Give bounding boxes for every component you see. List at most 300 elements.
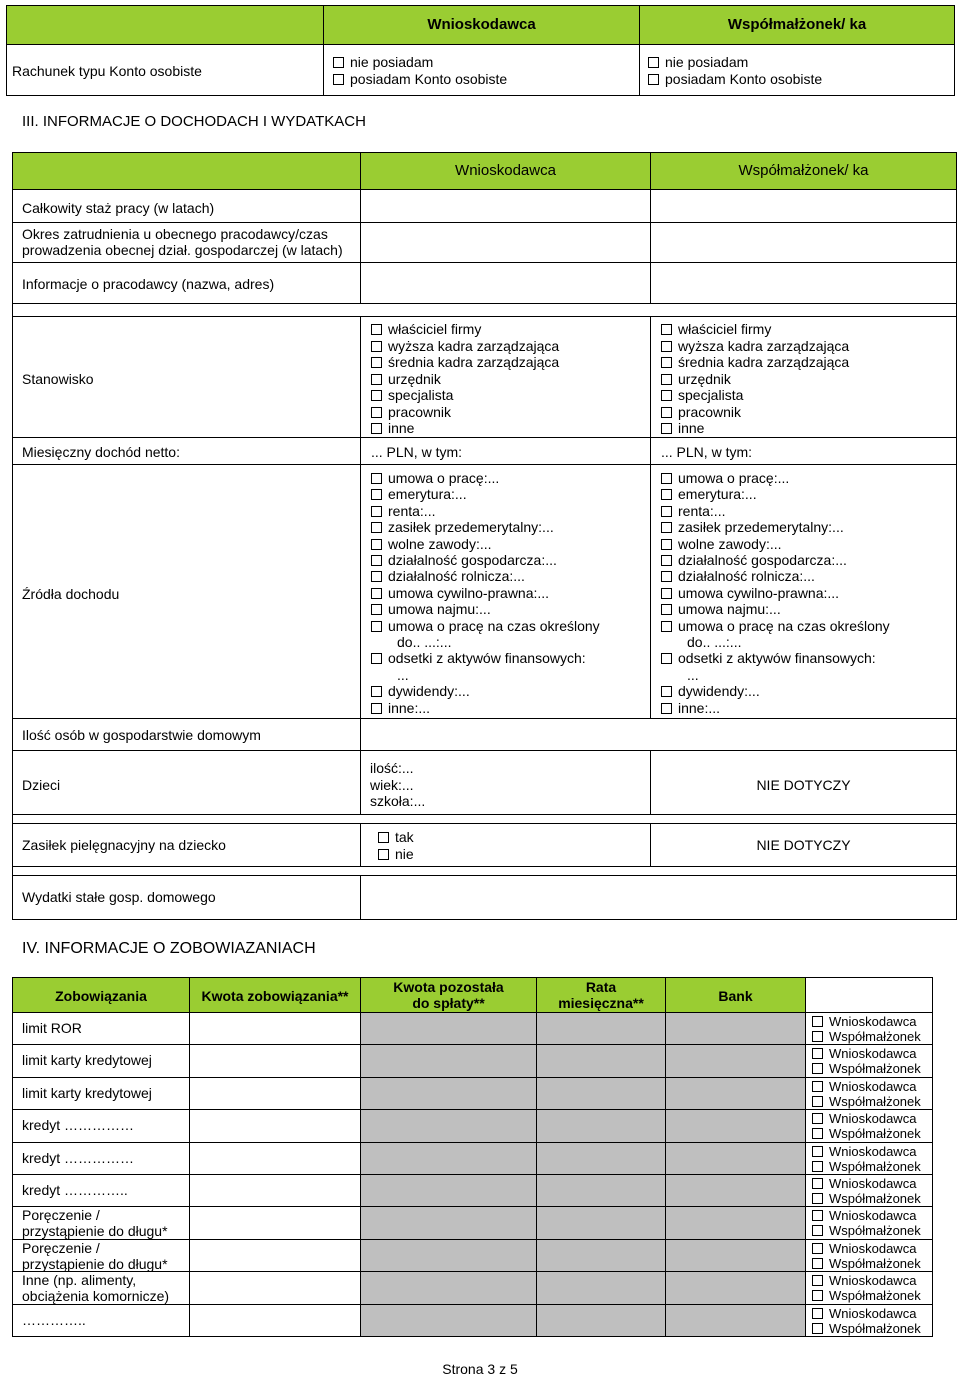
household-label-cell bbox=[12, 718, 361, 751]
monthly-income-applicant-value: ... PLN, w tym: bbox=[371, 444, 463, 460]
household-field[interactable] bbox=[360, 718, 957, 751]
obligation-remaining-field[interactable] bbox=[360, 1012, 537, 1045]
obligation-installment-field[interactable] bbox=[536, 1077, 666, 1110]
obligation-owner-option[interactable] bbox=[812, 1241, 921, 1256]
obligation-owner-option[interactable] bbox=[812, 1256, 921, 1271]
employment-period-spouse-field[interactable] bbox=[650, 222, 957, 263]
account-applicant-options bbox=[323, 44, 640, 96]
obligation-owner-option-label: Współmałżonek bbox=[829, 1029, 921, 1044]
income-source-option[interactable] bbox=[371, 486, 643, 502]
obligation-name-cell bbox=[12, 1077, 190, 1110]
income-source-option[interactable] bbox=[371, 585, 643, 601]
obligation-installment-field[interactable] bbox=[536, 1239, 666, 1272]
obligation-owner-cell bbox=[805, 1142, 933, 1175]
income-source-option-label: dywidendy:... bbox=[678, 683, 760, 700]
fixed-expenses-field[interactable] bbox=[360, 875, 957, 920]
income-source-option-label: renta:... bbox=[678, 502, 726, 519]
income-sources-applicant bbox=[360, 464, 651, 719]
income-source-option[interactable] bbox=[661, 470, 947, 486]
income-source-option-label: działalność gospodarcza:... bbox=[388, 552, 557, 569]
position-option-label: pracownik bbox=[388, 403, 452, 420]
obligation-bank-field[interactable] bbox=[665, 1304, 806, 1337]
checkbox[interactable] bbox=[812, 1275, 823, 1286]
checkbox[interactable] bbox=[371, 571, 382, 582]
obligation-owner-option[interactable] bbox=[812, 1126, 921, 1141]
obligation-owner-cell bbox=[805, 1012, 933, 1045]
income-header-corner bbox=[12, 152, 361, 190]
obligation-bank-field[interactable] bbox=[665, 1239, 806, 1272]
income-source-option[interactable] bbox=[661, 536, 947, 552]
obligation-owner-option[interactable] bbox=[812, 1111, 921, 1126]
income-source-option[interactable] bbox=[371, 683, 643, 699]
obligations-remaining-label-1: Kwota pozostała bbox=[393, 979, 504, 995]
checkbox[interactable] bbox=[812, 1096, 823, 1107]
obligation-owner-option-label: Współmałżonek bbox=[829, 1126, 921, 1141]
children-field[interactable]: wiek:... bbox=[370, 776, 414, 793]
obligation-owner-option-label: Współmałżonek bbox=[829, 1159, 921, 1174]
position-option-label: specjalista bbox=[678, 387, 744, 403]
account-spouse-option[interactable]: nie posiadam bbox=[648, 54, 822, 71]
checkbox[interactable] bbox=[812, 1225, 823, 1236]
checkbox[interactable] bbox=[371, 555, 382, 566]
obligation-amount-field[interactable] bbox=[189, 1044, 361, 1078]
obligation-bank-field[interactable] bbox=[665, 1142, 806, 1175]
checkbox[interactable] bbox=[661, 390, 672, 401]
employment-period-applicant-field[interactable] bbox=[360, 222, 651, 263]
income-source-option-label: wolne zawody:... bbox=[678, 535, 782, 552]
checkbox[interactable] bbox=[661, 407, 672, 418]
checkbox[interactable] bbox=[812, 1161, 823, 1172]
income-source-option-label: umowa o pracę:... bbox=[388, 470, 500, 486]
checkbox[interactable] bbox=[812, 1031, 823, 1042]
income-source-option-label: emerytura:... bbox=[388, 486, 467, 503]
experience-label: Całkowity staż pracy (w latach) bbox=[22, 200, 215, 216]
account-spouse-option[interactable]: posiadam Konto osobiste bbox=[648, 71, 822, 88]
obligation-remaining-field[interactable] bbox=[360, 1077, 537, 1110]
checkbox[interactable] bbox=[661, 341, 672, 352]
income-source-option-label: inne:... bbox=[678, 699, 721, 716]
fixed-expenses-label-cell bbox=[12, 875, 361, 920]
obligation-owner-cell bbox=[805, 1239, 933, 1272]
checkbox[interactable] bbox=[333, 57, 344, 68]
checkbox[interactable] bbox=[661, 324, 672, 335]
obligation-name-label: kredyt …………… bbox=[22, 1150, 135, 1166]
obligation-owner-option-label: Wnioskodawca bbox=[829, 1241, 917, 1256]
checkbox[interactable] bbox=[371, 390, 382, 401]
children-spouse bbox=[650, 750, 957, 815]
account-row-label: Rachunek typu Konto osobiste bbox=[12, 63, 202, 79]
position-option[interactable] bbox=[371, 338, 559, 355]
checkbox[interactable] bbox=[371, 588, 382, 599]
employer-info-label-cell bbox=[12, 262, 361, 304]
children-field[interactable]: szkoła:... bbox=[370, 793, 426, 809]
obligation-bank-field[interactable] bbox=[665, 1012, 806, 1045]
account-col-applicant bbox=[323, 5, 640, 45]
income-source-option[interactable] bbox=[371, 618, 643, 634]
checkbox[interactable] bbox=[812, 1178, 823, 1189]
income-source-option[interactable] bbox=[661, 568, 947, 584]
position-option-label: właściciel firmy bbox=[388, 321, 482, 337]
checkbox[interactable] bbox=[812, 1258, 823, 1269]
checkbox[interactable] bbox=[812, 1016, 823, 1027]
position-label: Stanowisko bbox=[22, 371, 94, 387]
obligation-installment-field[interactable] bbox=[536, 1271, 666, 1305]
children-field[interactable]: ilość:... bbox=[370, 760, 414, 776]
monthly-income-label: Miesięczny dochód netto: bbox=[22, 444, 180, 460]
obligation-name-label: Inne (np. alimenty, bbox=[22, 1272, 137, 1288]
position-option-label: właściciel firmy bbox=[678, 321, 772, 337]
position-option[interactable] bbox=[371, 321, 559, 338]
checkbox[interactable] bbox=[371, 489, 382, 500]
employer-info-spouse-field[interactable] bbox=[650, 262, 957, 304]
income-source-option-label: do.. ...:... bbox=[397, 634, 452, 651]
position-option-label: urzędnik bbox=[678, 370, 731, 387]
obligation-remaining-field[interactable] bbox=[360, 1142, 537, 1175]
position-option[interactable] bbox=[371, 354, 559, 371]
checkbox[interactable] bbox=[378, 832, 389, 843]
checkbox[interactable] bbox=[371, 374, 382, 385]
employer-info-label: Informacje o pracodawcy (nazwa, adres) bbox=[22, 276, 275, 292]
obligations-header-label: Zobowiązania bbox=[55, 988, 147, 1004]
position-option[interactable] bbox=[661, 354, 849, 371]
account-spouse-options bbox=[639, 44, 955, 96]
obligations-header-remaining bbox=[360, 977, 537, 1013]
income-source-option-label: dywidendy:... bbox=[388, 683, 470, 700]
obligation-installment-field[interactable] bbox=[536, 1206, 666, 1240]
obligation-owner-option[interactable] bbox=[812, 1191, 921, 1206]
income-source-option[interactable] bbox=[371, 700, 643, 716]
obligation-owner-option[interactable] bbox=[812, 1144, 921, 1159]
income-source-option[interactable] bbox=[371, 536, 643, 552]
income-source-option[interactable] bbox=[371, 650, 643, 666]
income-source-option-label: odsetki z aktywów finansowych: bbox=[678, 650, 876, 667]
obligation-owner-option-label: Współmałżonek bbox=[829, 1191, 921, 1206]
checkbox[interactable] bbox=[661, 489, 672, 500]
checkbox[interactable] bbox=[371, 703, 382, 714]
checkbox[interactable] bbox=[378, 849, 389, 860]
checkbox[interactable] bbox=[812, 1113, 823, 1124]
checkbox[interactable] bbox=[648, 57, 659, 68]
income-source-option-label: ... bbox=[397, 666, 409, 683]
experience-spouse-field[interactable] bbox=[650, 189, 957, 223]
obligation-owner-option[interactable] bbox=[812, 1029, 921, 1044]
income-source-option[interactable] bbox=[661, 585, 947, 601]
position-option-label: wyższa kadra zarządzająca bbox=[678, 337, 850, 354]
obligation-amount-field[interactable] bbox=[189, 1271, 361, 1305]
income-source-option[interactable] bbox=[661, 700, 947, 716]
checkbox[interactable] bbox=[661, 555, 672, 566]
income-col-spouse bbox=[650, 152, 957, 190]
checkbox[interactable] bbox=[812, 1308, 823, 1319]
employment-period-label-cell bbox=[12, 222, 361, 263]
checkbox[interactable] bbox=[371, 357, 382, 368]
income-source-option-label: działalność gospodarcza:... bbox=[678, 552, 847, 569]
income-source-option[interactable] bbox=[661, 683, 947, 699]
income-source-option[interactable] bbox=[371, 601, 643, 617]
position-option[interactable] bbox=[661, 404, 849, 421]
income-sources-spouse bbox=[650, 464, 957, 719]
obligation-bank-field[interactable] bbox=[665, 1044, 806, 1078]
checkbox[interactable] bbox=[812, 1063, 823, 1074]
checkbox[interactable] bbox=[371, 621, 382, 632]
obligation-owner-option[interactable] bbox=[812, 1176, 921, 1191]
account-row-label-cell bbox=[6, 44, 324, 96]
checkbox[interactable] bbox=[661, 588, 672, 599]
checkbox[interactable] bbox=[812, 1081, 823, 1092]
income-source-option-label: działalność rolnicza:... bbox=[678, 568, 815, 585]
obligation-bank-field[interactable] bbox=[665, 1174, 806, 1207]
income-sources-label: Źródła dochodu bbox=[22, 586, 120, 602]
checkbox[interactable] bbox=[371, 407, 382, 418]
obligation-name-cell bbox=[12, 1174, 190, 1207]
account-applicant-option[interactable]: posiadam Konto osobiste bbox=[333, 71, 507, 88]
checkbox[interactable] bbox=[661, 703, 672, 714]
obligation-name-label: obciążenia komornicze) bbox=[22, 1288, 170, 1304]
income-source-option-label: zasiłek przedemerytalny:... bbox=[388, 519, 554, 536]
checkbox[interactable] bbox=[371, 539, 382, 550]
fixed-expenses-label: Wydatki stałe gosp. domowego bbox=[22, 889, 216, 905]
income-source-option[interactable] bbox=[661, 650, 947, 666]
checkbox[interactable] bbox=[812, 1193, 823, 1204]
obligation-owner-option[interactable] bbox=[812, 1208, 921, 1223]
obligation-name-cell bbox=[12, 1304, 190, 1337]
obligation-owner-cell bbox=[805, 1304, 933, 1337]
obligations-header-installment bbox=[536, 977, 666, 1013]
position-option-label: specjalista bbox=[388, 387, 454, 403]
checkbox[interactable] bbox=[371, 473, 382, 484]
checkbox[interactable] bbox=[661, 374, 672, 385]
obligation-owner-option-label: Wnioskodawca bbox=[829, 1079, 917, 1094]
obligation-owner-option[interactable] bbox=[812, 1159, 921, 1174]
income-source-option[interactable] bbox=[371, 519, 643, 535]
obligation-name-label: kredyt …………… bbox=[22, 1117, 135, 1133]
obligation-installment-field[interactable] bbox=[536, 1304, 666, 1337]
income-source-option bbox=[661, 634, 947, 650]
checkbox[interactable] bbox=[333, 74, 344, 85]
income-source-option-label: wolne zawody:... bbox=[388, 535, 492, 552]
obligation-bank-field[interactable] bbox=[665, 1109, 806, 1143]
obligation-amount-field[interactable] bbox=[189, 1304, 361, 1337]
obligation-owner-option-label: Wnioskodawca bbox=[829, 1014, 917, 1029]
income-source-option bbox=[371, 634, 643, 650]
position-option[interactable] bbox=[661, 338, 849, 355]
obligation-owner-option[interactable] bbox=[812, 1288, 921, 1303]
checkbox[interactable] bbox=[812, 1290, 823, 1301]
obligation-remaining-field[interactable] bbox=[360, 1109, 537, 1143]
obligation-installment-field[interactable] bbox=[536, 1044, 666, 1078]
care-allowance-option-no[interactable]: nie bbox=[378, 846, 414, 863]
obligation-installment-field[interactable] bbox=[536, 1174, 666, 1207]
obligation-owner-cell bbox=[805, 1174, 933, 1207]
income-source-option[interactable] bbox=[371, 470, 643, 486]
checkbox[interactable] bbox=[371, 324, 382, 335]
obligation-owner-option[interactable] bbox=[812, 1306, 921, 1321]
obligations-header-owner bbox=[805, 977, 933, 1013]
income-source-option[interactable] bbox=[661, 552, 947, 568]
employer-info-applicant-field[interactable] bbox=[360, 262, 651, 304]
obligation-remaining-field[interactable] bbox=[360, 1044, 537, 1078]
account-applicant-option[interactable]: nie posiadam bbox=[333, 54, 507, 71]
obligation-amount-field[interactable] bbox=[189, 1012, 361, 1045]
checkbox[interactable] bbox=[661, 621, 672, 632]
obligation-owner-cell bbox=[805, 1109, 933, 1143]
position-option[interactable] bbox=[661, 321, 849, 338]
income-source-option[interactable] bbox=[661, 618, 947, 634]
position-option[interactable] bbox=[371, 420, 559, 437]
income-source-option-label: działalność rolnicza:... bbox=[388, 568, 525, 585]
page-number: Strona 3 z 5 bbox=[442, 1361, 518, 1377]
care-allowance-option-yes[interactable]: tak bbox=[378, 829, 414, 846]
income-source-option-label: umowa najmu:... bbox=[388, 601, 491, 618]
checkbox[interactable] bbox=[371, 686, 382, 697]
checkbox[interactable] bbox=[371, 341, 382, 352]
checkbox[interactable] bbox=[812, 1128, 823, 1139]
obligation-owner-option-label: Współmałżonek bbox=[829, 1061, 921, 1076]
obligation-owner-option[interactable] bbox=[812, 1321, 921, 1336]
income-sources-label-cell bbox=[12, 464, 361, 719]
obligations-installment-label-1: Rata bbox=[585, 979, 617, 995]
income-source-option-label: renta:... bbox=[388, 502, 436, 519]
checkbox[interactable] bbox=[812, 1048, 823, 1059]
children-label: Dzieci bbox=[22, 777, 61, 793]
obligation-owner-option[interactable] bbox=[812, 1061, 921, 1076]
checkbox[interactable] bbox=[661, 506, 672, 517]
position-option-label: wyższa kadra zarządzająca bbox=[388, 337, 560, 354]
monthly-income-applicant[interactable] bbox=[360, 437, 651, 465]
checkbox[interactable] bbox=[371, 604, 382, 615]
experience-applicant-field[interactable] bbox=[360, 189, 651, 223]
obligation-owner-option[interactable] bbox=[812, 1046, 921, 1061]
obligation-owner-option-label: Wnioskodawca bbox=[829, 1306, 917, 1321]
children-applicant[interactable] bbox=[360, 750, 651, 815]
obligation-remaining-field[interactable] bbox=[360, 1206, 537, 1240]
checkbox[interactable] bbox=[812, 1243, 823, 1254]
obligation-owner-option-label: Współmałżonek bbox=[829, 1321, 921, 1336]
obligation-bank-field[interactable] bbox=[665, 1206, 806, 1240]
income-source-option-label: do.. ...:... bbox=[687, 634, 742, 651]
obligation-owner-option[interactable] bbox=[812, 1273, 921, 1288]
obligation-owner-option-label: Wnioskodawca bbox=[829, 1273, 917, 1288]
checkbox[interactable] bbox=[661, 423, 672, 434]
obligation-amount-field[interactable] bbox=[189, 1206, 361, 1240]
obligation-owner-option-label: Wnioskodawca bbox=[829, 1176, 917, 1191]
checkbox[interactable] bbox=[661, 604, 672, 615]
obligation-amount-field[interactable] bbox=[189, 1174, 361, 1207]
obligations-amount-label: Kwota zobowiązania** bbox=[201, 988, 349, 1004]
monthly-income-spouse[interactable] bbox=[650, 437, 957, 465]
income-source-option[interactable] bbox=[661, 519, 947, 535]
obligation-amount-field[interactable] bbox=[189, 1109, 361, 1143]
income-spacer bbox=[12, 303, 957, 317]
obligation-name-cell bbox=[12, 1142, 190, 1175]
position-option[interactable] bbox=[661, 387, 849, 404]
obligation-installment-field[interactable] bbox=[536, 1142, 666, 1175]
checkbox[interactable] bbox=[371, 522, 382, 533]
obligation-name-cell bbox=[12, 1206, 190, 1240]
section-4-title: IV. INFORMACJE O ZOBOWIAZANIACH bbox=[22, 940, 316, 957]
obligation-installment-field[interactable] bbox=[536, 1109, 666, 1143]
income-source-option[interactable] bbox=[371, 503, 643, 519]
income-source-option[interactable] bbox=[371, 568, 643, 584]
children-label-cell bbox=[12, 750, 361, 815]
obligation-owner-option-label: Współmałżonek bbox=[829, 1288, 921, 1303]
checkbox[interactable] bbox=[661, 653, 672, 664]
monthly-income-spouse-value: ... PLN, w tym: bbox=[661, 444, 753, 460]
obligation-remaining-field[interactable] bbox=[360, 1304, 537, 1337]
obligation-amount-field[interactable] bbox=[189, 1142, 361, 1175]
obligation-name-cell bbox=[12, 1012, 190, 1045]
section-3-title: III. INFORMACJE O DOCHODACH I WYDATKACH bbox=[22, 113, 366, 130]
obligation-installment-field[interactable] bbox=[536, 1012, 666, 1045]
position-applicant-options bbox=[360, 316, 651, 438]
household-label: Ilość osób w gospodarstwie domowym bbox=[22, 727, 261, 743]
checkbox[interactable] bbox=[812, 1146, 823, 1157]
checkbox[interactable] bbox=[661, 539, 672, 550]
care-allowance-not-applicable: NIE DOTYCZY bbox=[756, 837, 851, 853]
checkbox[interactable] bbox=[371, 506, 382, 517]
obligation-owner-option-label: Współmałżonek bbox=[829, 1223, 921, 1238]
income-source-option-label: umowa o pracę:... bbox=[678, 470, 790, 486]
checkbox[interactable] bbox=[812, 1210, 823, 1221]
income-source-option-label: umowa cywilno-prawna:... bbox=[678, 584, 840, 601]
obligation-owner-option[interactable] bbox=[812, 1223, 921, 1238]
position-option[interactable] bbox=[661, 371, 849, 388]
care-allowance-applicant bbox=[360, 823, 651, 867]
obligation-remaining-field[interactable] bbox=[360, 1174, 537, 1207]
position-option[interactable] bbox=[371, 387, 559, 404]
checkbox[interactable] bbox=[371, 423, 382, 434]
obligation-remaining-field[interactable] bbox=[360, 1271, 537, 1305]
obligation-owner-option-label: Wnioskodawca bbox=[829, 1144, 917, 1159]
employment-period-label-2: prowadzenia obecnej dział. gospodarczej (w latach) bbox=[22, 242, 343, 258]
position-option[interactable] bbox=[371, 371, 559, 388]
income-source-option[interactable] bbox=[661, 601, 947, 617]
checkbox[interactable] bbox=[648, 74, 659, 85]
care-allowance-label: Zasiłek pielęgnacyjny na dziecko bbox=[22, 837, 226, 853]
checkbox[interactable] bbox=[661, 473, 672, 484]
obligation-owner-option[interactable] bbox=[812, 1079, 921, 1094]
income-source-option-label: zasiłek przedemerytalny:... bbox=[678, 519, 844, 536]
checkbox[interactable] bbox=[661, 357, 672, 368]
checkbox[interactable] bbox=[812, 1323, 823, 1334]
obligation-amount-field[interactable] bbox=[189, 1239, 361, 1272]
obligation-bank-field[interactable] bbox=[665, 1271, 806, 1305]
checkbox[interactable] bbox=[371, 653, 382, 664]
income-source-option-label: umowa o pracę na czas określony bbox=[388, 617, 600, 634]
obligation-remaining-field[interactable] bbox=[360, 1239, 537, 1272]
obligation-amount-field[interactable] bbox=[189, 1077, 361, 1110]
children-not-applicable: NIE DOTYCZY bbox=[756, 777, 851, 793]
income-source-option[interactable] bbox=[661, 486, 947, 502]
obligation-owner-option[interactable] bbox=[812, 1014, 921, 1029]
obligations-bank-label: Bank bbox=[718, 988, 753, 1004]
position-option[interactable] bbox=[661, 420, 849, 437]
income-source-option-label: emerytura:... bbox=[678, 486, 757, 503]
income-source-option[interactable] bbox=[661, 503, 947, 519]
position-option-label: średnia kadra zarządzająca bbox=[388, 354, 560, 370]
position-option[interactable] bbox=[371, 404, 559, 421]
checkbox[interactable] bbox=[661, 522, 672, 533]
income-source-option-label: odsetki z aktywów finansowych: bbox=[388, 650, 586, 667]
obligation-name-label: kredyt ………….. bbox=[22, 1182, 128, 1198]
obligation-bank-field[interactable] bbox=[665, 1077, 806, 1110]
obligation-owner-option[interactable] bbox=[812, 1094, 921, 1109]
obligation-owner-option-label: Wnioskodawca bbox=[829, 1111, 917, 1126]
income-source-option-label: umowa cywilno-prawna:... bbox=[388, 584, 550, 601]
income-source-option[interactable] bbox=[371, 552, 643, 568]
checkbox[interactable] bbox=[661, 571, 672, 582]
checkbox[interactable] bbox=[661, 686, 672, 697]
